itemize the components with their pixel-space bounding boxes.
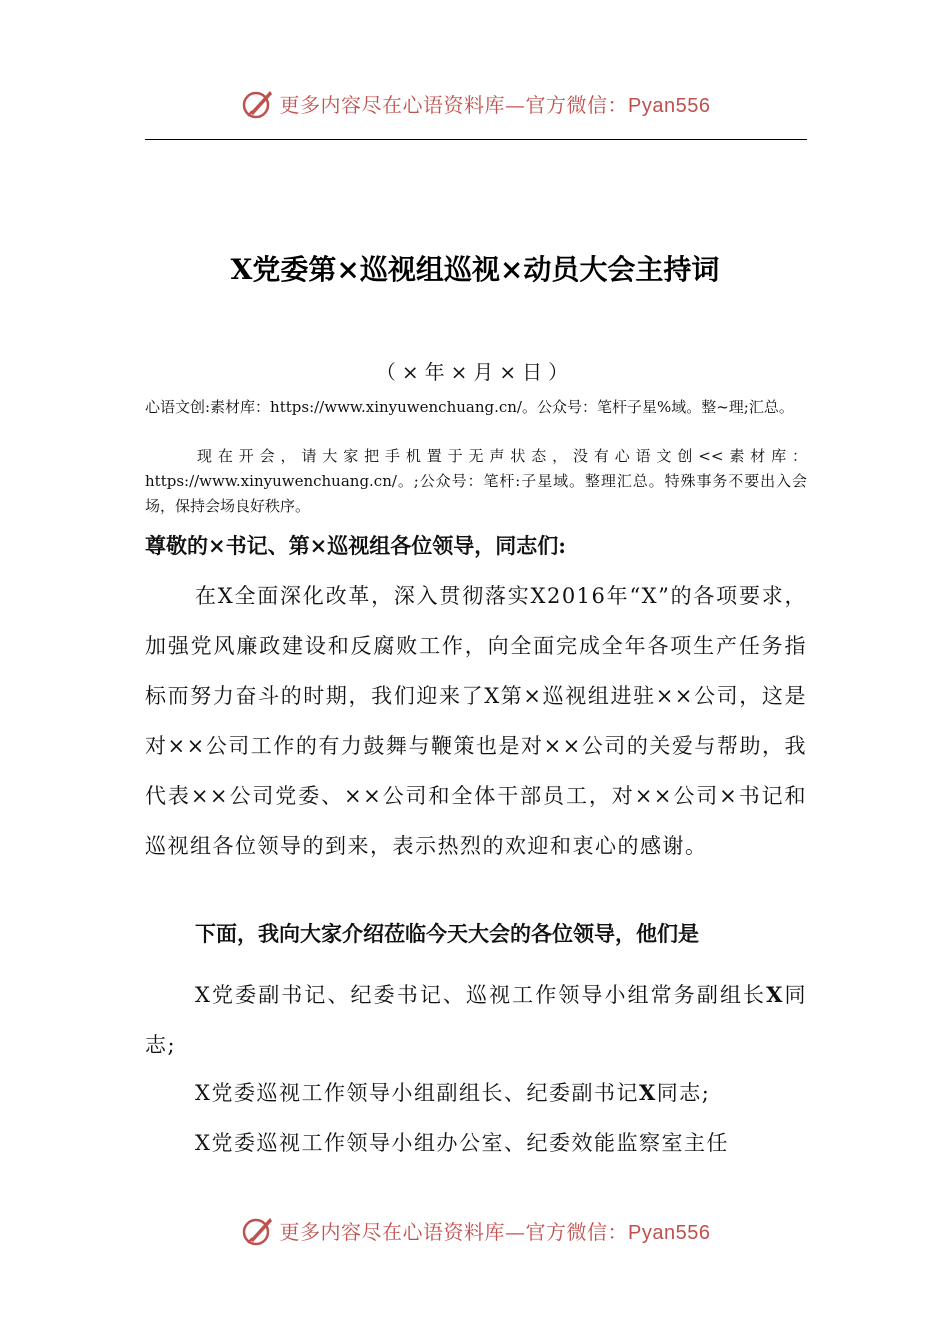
leader-intro: 下面，我向大家介绍莅临今天大会的各位领导，他们是	[195, 921, 699, 946]
salutation: 尊敬的×书记、第×巡视组各位领导，同志们:	[145, 533, 566, 558]
source-note: 心语文创:素材库：https://www.xinyuwenchuang.cn/。公众号：笔杆子星%域。整~理;汇总。	[145, 398, 794, 416]
banner-wechat-id: Pyan556	[628, 94, 711, 117]
meeting-notice: 现在开会，请大家把手机置于无声状态，没有心语文创<<素材库：https://www.xinyuwenchuang.cn/。;公众号：笔杆:子星域。整理汇总。特殊事务不要出入会场，保持会场良好秩序。	[145, 447, 807, 515]
header-banner	[0, 83, 950, 123]
header-rule	[145, 139, 807, 140]
banner-text: 更多内容尽在心语资料库—官方微信：Pyan556	[279, 92, 711, 117]
quill-logo-icon	[240, 1212, 276, 1248]
quill-logo-icon	[240, 85, 276, 121]
opening-paragraph: 在X全面深化改革，深入贯彻落实X2016年“X”的各项要求，加强党风廉政建设和反腐败工作，向全面完成全年各项生产任务指标而努力奋斗的时期，我们迎来了X第×巡视组进驻××公司，这是对××公司工作的有力鼓舞与鞭策也是对××公司的关爱与帮助，我代表××公司党委、××公司和全体干部员工，对××公司×书记和巡视组各位领导的到来，表示热烈的欢迎和衷心的感谢。	[145, 584, 807, 858]
banner-wechat-id: Pyan556	[628, 1221, 711, 1244]
banner-text: 更多内容尽在心语资料库—官方微信：Pyan556	[279, 1219, 711, 1244]
leader-line-3: X党委巡视工作领导小组办公室、纪委效能监察室主任	[195, 1131, 729, 1155]
footer-banner	[0, 1210, 950, 1250]
leader-line-2: X党委巡视工作领导小组副组长、纪委副书记X同志;	[195, 1080, 711, 1105]
document-title: X党委第×巡视组巡视×动员大会主持词	[230, 253, 720, 286]
document-date: （×年×月×日）	[375, 360, 575, 384]
leader-name: X	[766, 982, 784, 1007]
leader-name: X	[638, 1080, 657, 1105]
leader-line-1: X党委副书记、纪委书记、巡视工作领导小组常务副组长X同志;	[145, 982, 808, 1057]
